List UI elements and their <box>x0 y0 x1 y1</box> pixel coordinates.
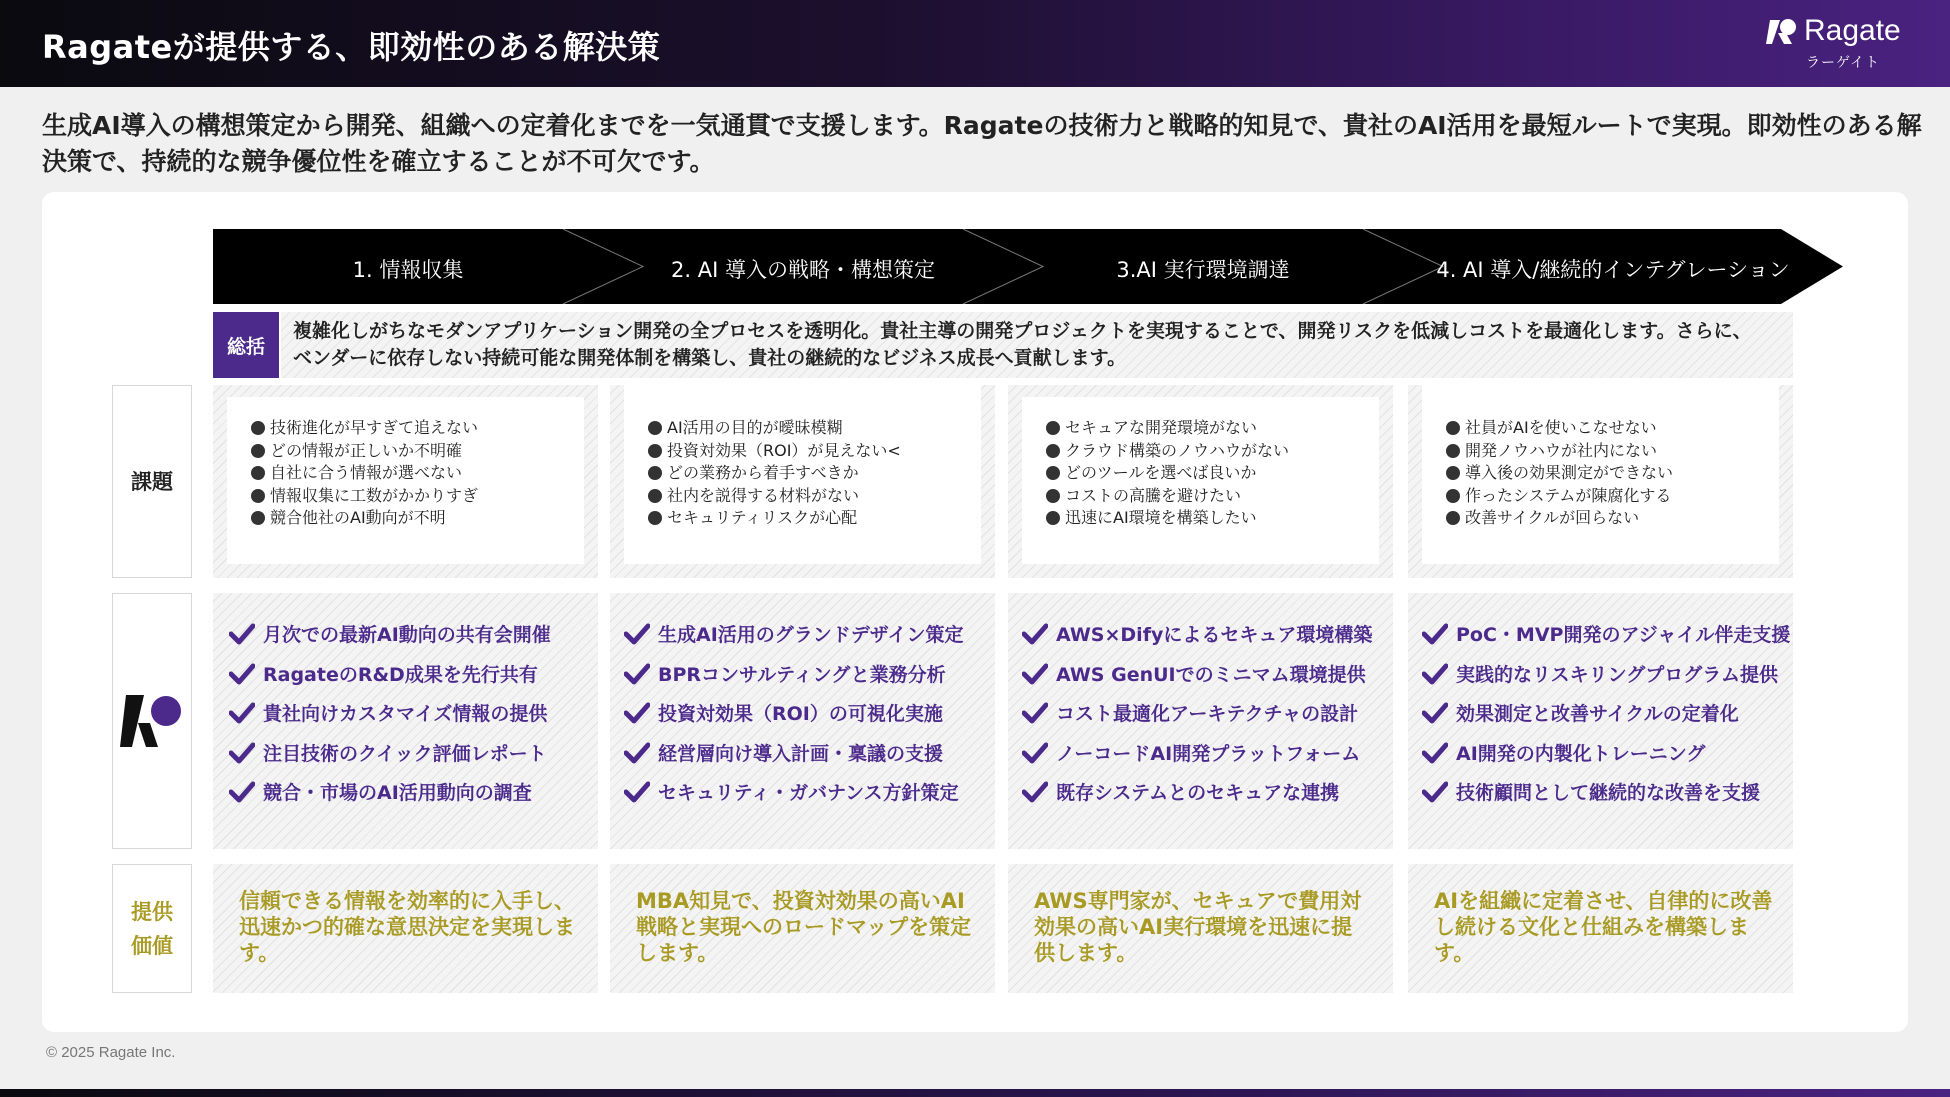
check-icon <box>1022 623 1048 645</box>
solution-item: BPRコンサルティングと業務分析 <box>624 663 963 703</box>
check-icon <box>624 702 650 724</box>
value-text: MBA知見で、投資対効果の高いAI戦略と実現へのロードマップを策定します。 <box>636 889 972 965</box>
bullet-icon <box>1446 421 1460 435</box>
issue-card-inner <box>1022 397 1379 564</box>
header-bar <box>0 0 1950 87</box>
solution-item: AI開発の内製化トレーニング <box>1422 742 1790 782</box>
check-icon <box>624 781 650 803</box>
issue-item: AI活用の目的が曖昧模糊 <box>648 417 981 440</box>
bullet-icon <box>1446 444 1460 458</box>
issue-card-inner <box>1422 381 1779 564</box>
issue-item: 社員がAIを使いこなせない <box>1446 417 1779 440</box>
issue-item: セキュリティリスクが心配 <box>648 507 981 530</box>
solution-card-3 <box>1008 593 1393 849</box>
solution-item: 既存システムとのセキュアな連携 <box>1022 781 1372 821</box>
check-icon <box>1422 702 1448 724</box>
check-icon <box>229 663 255 685</box>
solution-item: 貴社向けカスタマイズ情報の提供 <box>229 702 551 742</box>
bullet-icon <box>1446 466 1460 480</box>
ragate-logo-icon <box>1766 16 1798 48</box>
solution-item: AWS×Difyによるセキュア環境構築 <box>1022 623 1372 663</box>
issue-item: 投資対効果（ROI）が見えない< <box>648 440 981 463</box>
value-card-2 <box>610 864 995 993</box>
summary-text: 複雑化しがちなモダンアプリケーション開発の全プロセスを透明化。貴社主導の開発プロジェクトを実現することで、開発リスクを低減しコストを最適化します。さらに、ベンダーに依存しない持続可能な開発体制を構築し、貴社の継続的なビジネス成長へ貢献します。 <box>293 320 1752 369</box>
check-icon <box>1022 702 1048 724</box>
issue-item: コストの高騰を避けたい <box>1046 485 1379 508</box>
solution-card-2 <box>610 593 995 849</box>
value-text: 信頼できる情報を効率的に入手し、迅速かつ的確な意思決定を実現します。 <box>239 889 575 965</box>
check-icon <box>1022 742 1048 764</box>
solution-list <box>229 623 551 821</box>
bullet-icon <box>251 444 265 458</box>
bullet-icon <box>1046 489 1060 503</box>
check-icon <box>229 781 255 803</box>
stage-1-label: 1. 情報収集 <box>352 258 464 282</box>
bullet-icon <box>648 511 662 525</box>
solution-list <box>1022 623 1372 821</box>
issue-item: 情報収集に工数がかかりすぎ <box>251 485 584 508</box>
solution-item: 競合・市場のAI活用動向の調査 <box>229 781 551 821</box>
solution-card-1 <box>213 593 598 849</box>
value-card-1 <box>213 864 598 993</box>
copyright: © 2025 Ragate Inc. <box>46 1044 176 1061</box>
row-label-issues <box>112 385 192 578</box>
summary-badge: 総括 <box>213 312 279 378</box>
ragate-mark-icon <box>120 693 184 749</box>
check-icon <box>624 623 650 645</box>
value-text: AIを組織に定着させ、自律的に改善し続ける文化と仕組みを構築します。 <box>1434 889 1773 965</box>
bullet-icon <box>251 421 265 435</box>
bullet-icon <box>1046 511 1060 525</box>
check-icon <box>1022 663 1048 685</box>
stage-3-label: 3.AI 実行環境調達 <box>1116 258 1290 282</box>
bullet-icon <box>648 489 662 503</box>
bullet-icon <box>648 421 662 435</box>
issue-card-4 <box>1408 385 1793 578</box>
check-icon <box>624 742 650 764</box>
value-card-4 <box>1408 864 1793 993</box>
issue-item: 自社に合う情報が選べない <box>251 462 584 485</box>
solution-item: 月次での最新AI動向の共有会開催 <box>229 623 551 663</box>
page-title: Ragateが提供する、即効性のある解決策 <box>42 28 661 66</box>
issue-item: セキュアな開発環境がない <box>1046 417 1379 440</box>
solution-card-4 <box>1408 593 1793 849</box>
ragate-logo <box>1766 14 1926 74</box>
issue-item: 改善サイクルが回らない <box>1446 507 1779 530</box>
issue-card-3 <box>1008 385 1393 578</box>
issue-item: どの情報が正しいか不明確 <box>251 440 584 463</box>
solution-item: 生成AI活用のグランドデザイン策定 <box>624 623 963 663</box>
solution-item: AWS GenUIでのミニマム環境提供 <box>1022 663 1372 703</box>
solution-item: 投資対効果（ROI）の可視化実施 <box>624 702 963 742</box>
check-icon <box>229 702 255 724</box>
issue-item: 迅速にAI環境を構築したい <box>1046 507 1379 530</box>
issue-item: クラウド構築のノウハウがない <box>1046 440 1379 463</box>
summary-box <box>281 312 1793 378</box>
bullet-icon <box>1446 489 1460 503</box>
bullet-icon <box>1046 421 1060 435</box>
solution-list <box>624 623 963 821</box>
intro-text: 生成AI導入の構想策定から開発、組織への定着化までを一気通貫で支援します。Ragateの技術力と戦略的知見で、貴社のAI活用を最短ルートで実現。即効性のある解決策で、持続的な競争優位性を確立することが不可欠です。 <box>42 111 1922 176</box>
value-text: AWS専門家が、セキュアで費用対効果の高いAI実行環境を迅速に提供します。 <box>1034 889 1362 965</box>
check-icon <box>624 663 650 685</box>
bullet-icon <box>648 466 662 480</box>
row-label-solutions <box>112 593 192 849</box>
solution-item: 実践的なリスキリングプログラム提供 <box>1422 663 1790 703</box>
row-label-value <box>112 864 192 993</box>
issue-card-inner <box>624 381 981 564</box>
issue-item: 技術進化が早すぎて追えない <box>251 417 584 440</box>
check-icon <box>1422 623 1448 645</box>
issue-item: 開発ノウハウが社内にない <box>1446 440 1779 463</box>
value-card-3 <box>1008 864 1393 993</box>
solution-item: コスト最適化アーキテクチャの設計 <box>1022 702 1372 742</box>
issue-item: 競合他社のAI動向が不明 <box>251 507 584 530</box>
issue-item: どのツールを選べば良いか <box>1046 462 1379 485</box>
issue-card-inner <box>227 397 584 564</box>
issue-card-1 <box>213 385 598 578</box>
logo-wordmark: Ragate <box>1804 14 1901 47</box>
issue-item: 社内を説得する材料がない <box>648 485 981 508</box>
row-label-issues-text: 課題 <box>131 469 173 494</box>
solution-item: PoC・MVP開発のアジャイル伴走支援 <box>1422 623 1790 663</box>
bullet-icon <box>251 489 265 503</box>
check-icon <box>1422 663 1448 685</box>
check-icon <box>229 623 255 645</box>
solution-item: セキュリティ・ガバナンス方針策定 <box>624 781 963 821</box>
issue-item: 導入後の効果測定ができない <box>1446 462 1779 485</box>
check-icon <box>1022 781 1048 803</box>
bullet-icon <box>1446 511 1460 525</box>
solution-item: 注目技術のクイック評価レポート <box>229 742 551 782</box>
check-icon <box>1422 781 1448 803</box>
solution-list <box>1422 623 1790 821</box>
solution-item: 技術顧問として継続的な改善を支援 <box>1422 781 1790 821</box>
solution-item: RagateのR&D成果を先行共有 <box>229 663 551 703</box>
solution-item: ノーコードAI開発プラットフォーム <box>1022 742 1372 782</box>
stage-4-label: 4. AI 導入/継続的インテグレーション <box>1436 258 1790 282</box>
bullet-icon <box>1046 444 1060 458</box>
solution-item: 効果測定と改善サイクルの定着化 <box>1422 702 1790 742</box>
logo-subtitle: ラーゲイト <box>1806 55 1881 71</box>
bullet-icon <box>251 511 265 525</box>
solution-item: 経営層向け導入計画・稟議の支援 <box>624 742 963 782</box>
issue-item: どの業務から着手すべきか <box>648 462 981 485</box>
bullet-icon <box>251 466 265 480</box>
bullet-icon <box>648 444 662 458</box>
issue-item: 作ったシステムが陳腐化する <box>1446 485 1779 508</box>
check-icon <box>229 742 255 764</box>
stage-2-label: 2. AI 導入の戦略・構想策定 <box>671 258 935 282</box>
bullet-icon <box>1046 466 1060 480</box>
bottom-bar <box>0 1089 1950 1097</box>
check-icon <box>1422 742 1448 764</box>
row-label-value-text: 提供価値 <box>131 899 173 958</box>
issue-card-2 <box>610 385 995 578</box>
stage-flow <box>213 229 1843 304</box>
